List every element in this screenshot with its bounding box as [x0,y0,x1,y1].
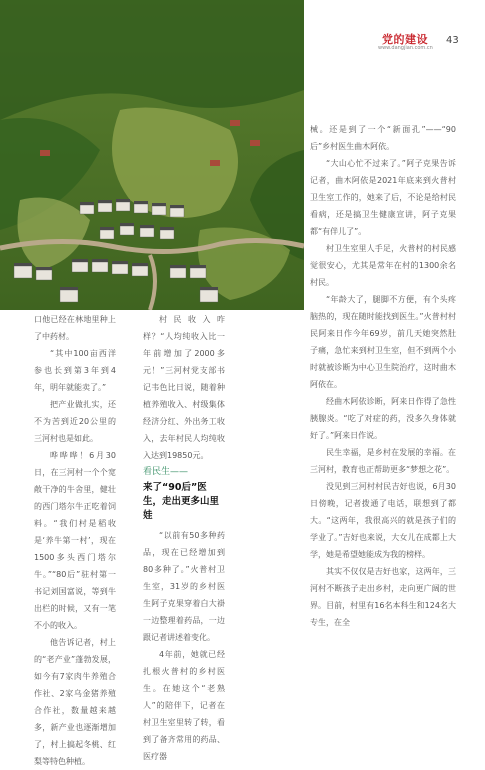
village-aerial-photo [0,0,304,310]
paragraph: 没见到三河村村民吉好也说，6月30日傍晚，记者拨通了电话，联想到了都大。“这两年，我很高兴的就是孩子们的学业了。”吉好也来说，大女儿在成都上大学，她是希望她能成为我的榜样。 [310,482,456,559]
text-column-3 [310,121,456,631]
paragraph: 械。还是到了一个“新面孔”——“90后”乡村医生曲木阿依。 [310,125,456,151]
paragraph: 村民收入咋样？“人均纯收入比一年前增加了2000多元！”三河村党支部书记韦色比日说，随着种植养殖收入、村级集体经济分红、外出务工收入，去年村民人均纯收入达到19850元。 [143,315,225,460]
paragraph: 把产业做扎实，还不为苦到近20公里的三河村也是如此。 [34,400,116,443]
section-kicker: 看民生—— [143,467,189,477]
paragraph: 其实不仅仅是吉好也家，这两年，三河村不断孩子走出乡村，走向更广阔的世界。目前，村里有16名本科生和124名大专生，在全 [310,567,456,627]
paragraph: 口他已经在林地里种上了中药材。 [34,315,116,341]
text-column-1 [34,311,116,770]
page-number: 43 [446,35,459,46]
paragraph: “其中100亩西洋参也长到第3年到4年，明年就能卖了。” [34,349,116,392]
text-column-2 [143,311,225,765]
magazine-logo: 党的建设 [382,33,428,46]
paragraph: “大山心忙不过来了。”阿子克果告诉记者，曲木阿依是2021年底来到火普村卫生室工作的，她来了后，不论是给村民看病，还是搞卫生健康宣讲，阿子克果都“有伴儿了”。 [310,159,456,236]
magazine-url: www.dangjian.com.cn [378,45,433,51]
paragraph: “以前有50多种药品，现在已经增加到80多种了。”火普村卫生室，31岁的乡村医生阿子克果穿着白大褂一边整理着药品，一边跟记者讲述着变化。 [143,531,225,642]
paragraph: 村卫生室里人手足，火普村的村民感觉很安心，尤其是常年在村的1300余名村民。 [310,244,456,287]
section-title: 来了“90后”医生，走出更多山里娃 [143,482,220,521]
paragraph: “年龄大了，腿脚不方便，有个头疼脑热的，现在随时能找到医生。”火普村村民阿来日作今年69岁，前几天她突然肚子痛，急忙来到村卫生室，但不到两个小时就被诊断为中心卫生院治疗，这时曲木阿依在。 [310,295,456,389]
paragraph: 哗哗哗！6月30日，在三河村一个个宽敞干净的牛舍里，健壮的西门塔尔牛正吃着饲料。“我们村是稻收是‘养牛第一村’，现在1500多头西门塔尔牛。”“80后”驻村第一书记刘国富说，等到牛出栏的时候，又有一笔不小的收入。 [34,451,116,630]
paragraph: 他告诉记者，村上的“老产业”蓬勃发展，如今有7家肉牛养殖合作社、2家乌金猪养殖合作社，数量越来越多，新产业也逐渐增加了，村上搞起冬桃、红梨等特色种植。 [34,638,116,766]
paragraph: 经曲木阿依诊断，阿来日作得了急性胰腺炎。“吃了对症的药，没多久身体就好了。”阿来日作说。 [310,397,456,440]
paragraph: 民生幸福，是乡村在发展的幸福。在三河村，教育也正帮助更多“梦想之花”。 [310,448,456,474]
paragraph: 4年前，她就已经扎根火普村的乡村医生。在她这个“老熟人”的陪伴下，记者在村卫生室里转了转，看到了备齐常用的药品、医疗器 [143,650,225,761]
